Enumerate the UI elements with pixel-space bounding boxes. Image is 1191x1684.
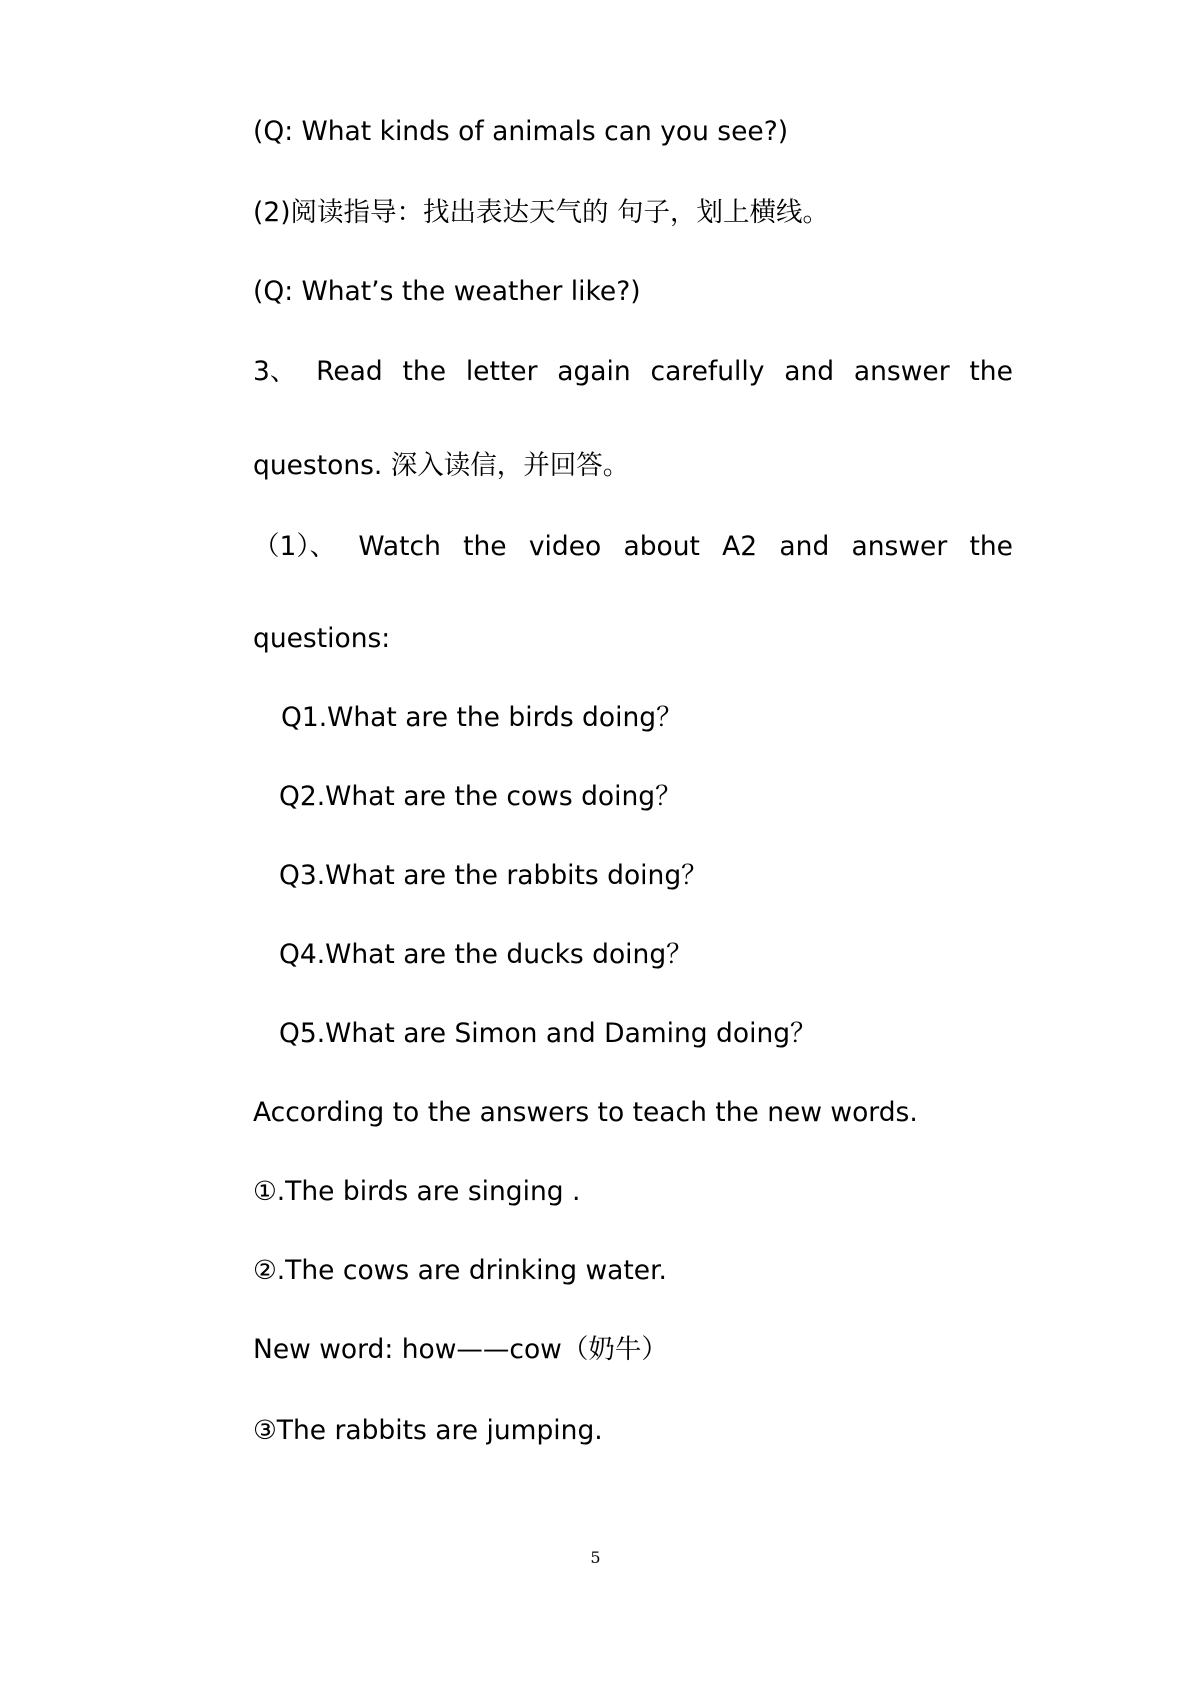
question-q1: Q1.What are the birds doing？ — [281, 702, 683, 733]
teach-new-words-instruction: According to the answers to teach the new words. — [253, 1097, 918, 1128]
new-word-cow: New word: how——cow（奶牛） — [253, 1334, 668, 1365]
answer-1: ①.The birds are singing . — [253, 1176, 581, 1207]
step-3-word: and — [784, 356, 835, 387]
answer-3: ③The rabbits are jumping. — [253, 1415, 603, 1446]
page-number: 5 — [590, 1548, 601, 1567]
question-weather: (Q: What’s the weather like?) — [253, 276, 641, 307]
step-3-1-word: and — [779, 531, 830, 562]
step-3-1-word: （1）、 — [253, 531, 337, 562]
step-3-continuation: questons. 深入读信，并回答。 — [253, 450, 630, 481]
question-q5: Q5.What are Simon and Daming doing？ — [279, 1018, 817, 1049]
question-q4: Q4.What are the ducks doing？ — [279, 939, 693, 970]
step-3-1-continuation: questions: — [253, 623, 391, 654]
step-3-word: letter — [465, 356, 538, 387]
step-3-1-heading — [253, 530, 1013, 564]
step-3-word: 3、 — [253, 356, 297, 387]
step-3-1-word: A2 — [722, 531, 758, 562]
question-q2: Q2.What are the cows doing？ — [279, 781, 682, 812]
step-3-word: answer — [853, 356, 950, 387]
step-3-1-word: the — [463, 531, 507, 562]
question-animals: (Q: What kinds of animals can you see?) — [253, 116, 789, 147]
step-3-word: the — [402, 356, 447, 387]
step-3-word: Read — [316, 356, 383, 387]
step-3-word: the — [969, 356, 1013, 387]
reading-guide-weather: (2)阅读指导：找出表达天气的 句子，划上横线。 — [253, 197, 829, 228]
step-3-1-word: about — [623, 531, 700, 562]
step-3-word: again — [557, 356, 631, 387]
step-3-word: carefully — [650, 356, 765, 387]
step-3-1-word: Watch — [358, 531, 441, 562]
step-3-heading — [253, 355, 1013, 389]
step-3-1-word: answer — [851, 531, 948, 562]
step-3-1-word: the — [969, 531, 1013, 562]
question-q3: Q3.What are the rabbits doing？ — [279, 860, 708, 891]
step-3-1-word: video — [528, 531, 602, 562]
answer-2: ②.The cows are drinking water. — [253, 1255, 667, 1286]
